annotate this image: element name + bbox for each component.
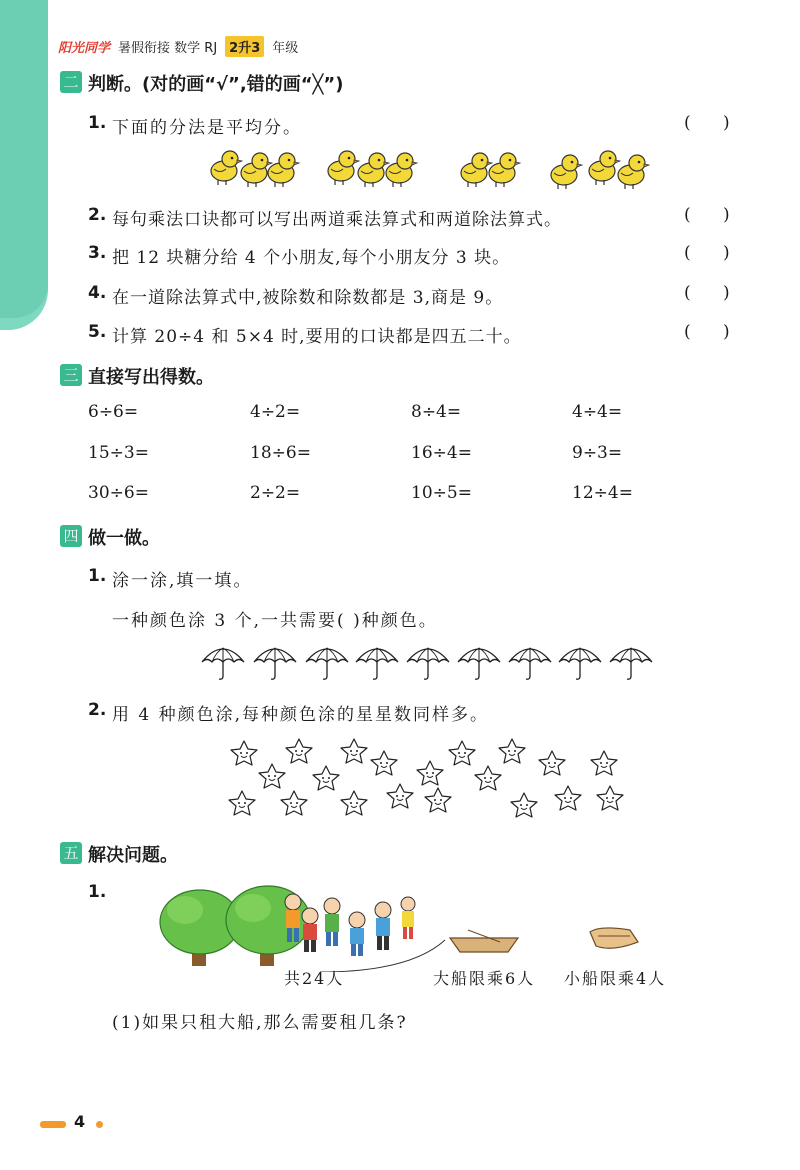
chick-icon xyxy=(211,151,242,185)
calc-item: 8÷4= xyxy=(411,402,462,422)
child-icon xyxy=(375,902,391,950)
star-icon xyxy=(539,751,565,775)
umbrella-icon xyxy=(407,648,449,679)
section-badge-4: 四 xyxy=(60,525,82,547)
umbrella-icon xyxy=(610,648,652,679)
page-edge-tab-inner xyxy=(0,0,48,318)
footer-bar xyxy=(40,1121,66,1128)
question-number: 1. xyxy=(88,882,107,902)
chick-icon xyxy=(551,155,582,189)
chick-icon xyxy=(489,153,520,187)
umbrella-icon xyxy=(559,648,601,679)
child-icon xyxy=(302,908,318,952)
calc-item: 18÷6= xyxy=(250,443,311,463)
question-text: 每句乘法口诀都可以写出两道乘法算式和两道除法算式。 xyxy=(112,210,562,230)
stars-illustration xyxy=(220,735,640,827)
star-icon xyxy=(341,791,367,815)
star-icon xyxy=(499,739,525,763)
question-text: 把 12 块糖分给 4 个小朋友,每个小朋友分 3 块。 xyxy=(112,248,511,268)
question-text: 涂一涂,填一填。 xyxy=(112,571,253,591)
question-number: 2. xyxy=(88,205,107,225)
grade-badge: 2升3 xyxy=(225,36,264,57)
calc-item: 6÷6= xyxy=(88,402,139,422)
star-icon xyxy=(387,784,413,808)
chick-icon xyxy=(241,153,272,187)
big-boat-icon xyxy=(450,930,518,952)
chick-icon xyxy=(386,153,417,187)
answer-blank[interactable]: ( ) xyxy=(684,113,730,133)
question-subtext: (1)如果只租大船,那么需要租几条? xyxy=(112,1013,408,1033)
child-icon xyxy=(401,897,415,939)
umbrella-icon xyxy=(254,648,296,679)
chick-icon xyxy=(268,153,299,187)
section-badge-3: 三 xyxy=(60,364,82,386)
umbrella-icon xyxy=(202,648,244,679)
chick-icon xyxy=(328,151,359,185)
umbrella-icon xyxy=(306,648,348,679)
calc-item: 4÷2= xyxy=(250,402,301,422)
star-icon xyxy=(511,793,537,817)
header-title: 暑假衔接 数学 RJ xyxy=(118,40,218,56)
boat-rental-illustration xyxy=(150,880,690,972)
star-icon xyxy=(475,766,501,790)
calc-item: 30÷6= xyxy=(88,483,149,503)
people-count-label: 共24人 xyxy=(284,969,345,988)
child-icon xyxy=(349,912,365,956)
section-badge-5: 五 xyxy=(60,842,82,864)
question-number: 1. xyxy=(88,566,107,586)
child-icon xyxy=(324,898,340,946)
star-icon xyxy=(341,739,367,763)
page-number: 4 xyxy=(74,1112,86,1131)
section-title-2: 判断。(对的画“√”,错的画“╳”) xyxy=(88,74,344,95)
answer-blank[interactable]: ( ) xyxy=(684,322,730,342)
section-title-5: 解决问题。 xyxy=(88,845,178,866)
calc-item: 12÷4= xyxy=(572,483,633,503)
umbrellas-illustration xyxy=(200,640,660,682)
small-boat-icon xyxy=(590,928,638,948)
star-icon xyxy=(591,751,617,775)
chick-icon xyxy=(461,153,492,187)
calc-item: 2÷2= xyxy=(250,483,301,503)
question-number: 1. xyxy=(88,113,107,133)
answer-blank[interactable]: ( ) xyxy=(684,205,730,225)
star-icon xyxy=(231,741,257,765)
star-icon xyxy=(371,751,397,775)
calc-item: 9÷3= xyxy=(572,443,623,463)
footer-dot xyxy=(96,1121,103,1128)
star-icon xyxy=(286,739,312,763)
calc-item: 16÷4= xyxy=(411,443,472,463)
star-icon xyxy=(259,764,285,788)
small-boat-label: 小船限乘4人 xyxy=(564,969,667,988)
chick-icon xyxy=(618,155,649,189)
chick-icon xyxy=(358,153,389,187)
section-title-3: 直接写出得数。 xyxy=(88,367,214,388)
calc-item: 15÷3= xyxy=(88,443,149,463)
chick-icon xyxy=(589,151,620,185)
star-icon xyxy=(425,788,451,812)
brand-logo: 阳光同学 xyxy=(58,40,111,56)
question-number: 5. xyxy=(88,322,107,342)
chicks-illustration xyxy=(205,145,655,190)
question-text: 在一道除法算式中,被除数和除数都是 3,商是 9。 xyxy=(112,288,504,308)
answer-blank[interactable]: ( ) xyxy=(684,243,730,263)
question-number: 3. xyxy=(88,243,107,263)
question-number: 4. xyxy=(88,283,107,303)
umbrella-icon xyxy=(356,648,398,679)
umbrella-icon xyxy=(458,648,500,679)
star-icon xyxy=(597,786,623,810)
big-boat-label: 大船限乘6人 xyxy=(433,969,536,988)
section-title-4: 做一做。 xyxy=(88,528,160,549)
calc-item: 4÷4= xyxy=(572,402,623,422)
star-icon xyxy=(449,741,475,765)
umbrella-icon xyxy=(509,648,551,679)
grade-suffix: 年级 xyxy=(272,40,299,56)
calc-item: 10÷5= xyxy=(411,483,472,503)
section-badge-2: 二 xyxy=(60,71,82,93)
star-icon xyxy=(281,791,307,815)
question-subtext: 一种颜色涂 3 个,一共需要( )种颜色。 xyxy=(112,611,438,631)
star-icon xyxy=(313,766,339,790)
answer-blank[interactable]: ( ) xyxy=(684,283,730,303)
question-text: 用 4 种颜色涂,每种颜色涂的星星数同样多。 xyxy=(112,705,490,725)
question-number: 2. xyxy=(88,700,107,720)
star-icon xyxy=(229,791,255,815)
page-header xyxy=(58,36,298,56)
question-text: 下面的分法是平均分。 xyxy=(112,118,302,138)
star-icon xyxy=(417,761,443,785)
star-icon xyxy=(555,786,581,810)
question-text: 计算 20÷4 和 5×4 时,要用的口诀都是四五二十。 xyxy=(112,327,522,347)
